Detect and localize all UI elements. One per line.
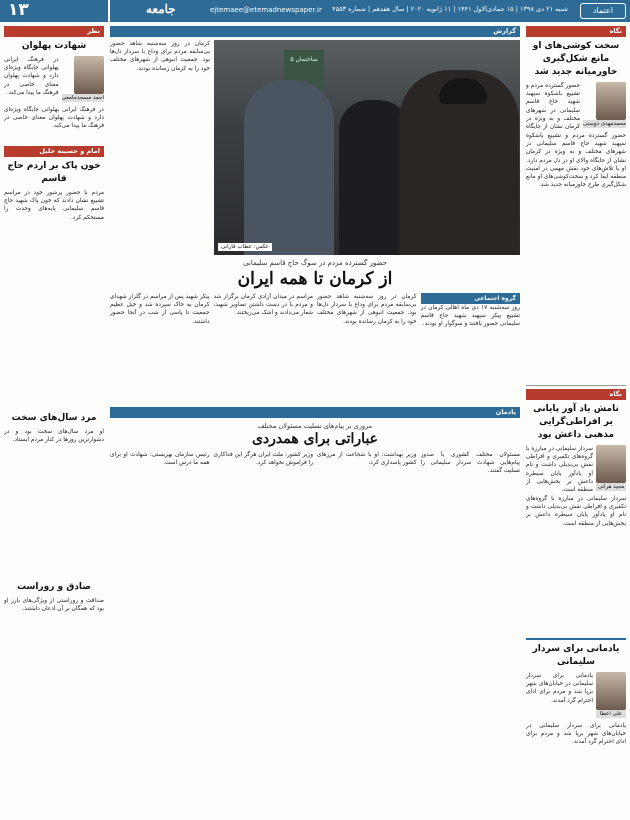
section-email: ejtemaee@etemadnewspaper.ir [210, 6, 322, 14]
right-author-box-1 [526, 82, 626, 130]
sub-col-3: وزیر کشور: ملت ایران هرگز این فداکاری را فراموش نخواهد کرد. [213, 452, 313, 467]
side-article [110, 40, 210, 255]
sub-col-1: مسئولان مختلف کشوری با صدور پیام‌هایی شهادت سردار سلیمانی را تسلیت گفتند. [420, 452, 520, 475]
body-col-2: مراسم در میدان آزادی کرمان برگزار شد و مردم با در دست داشتن تصاویر شهید، شعار می‌دادند و اشک می‌ریختند. [213, 294, 313, 317]
side-box-title: گروه اجتماعی [421, 293, 521, 304]
left-title-1: شهادت پهلوان [21, 41, 87, 51]
right-text-1: حضور گسترده مردم و تشییع باشکوه سپهبد شهید حاج قاسم سلیمانی در شهرهای مختلف و به ویژه در کرمان نشان از جایگاه والای او در دل مردم دارد. او با تلاش‌های خود نقش مهمی در امنیت منطقه ایفا کرد و سخت‌کوشی‌های او مانع شکل‌گیری طرح خاورمیانه جدید شد. [526, 133, 626, 189]
mourner-figure [244, 80, 334, 255]
author-photo [596, 445, 626, 491]
author-name: احمد مسجدجامعی [61, 95, 104, 101]
middle-column [110, 26, 520, 816]
main-headline: از کرمان تا همه ایران [237, 269, 393, 289]
author-photo [583, 82, 626, 128]
left-text-1a: در فرهنگ ایرانی پهلوانی جایگاه ویژه‌ای دارد و شهادت پهلوان معنای خاصی در فرهنگ ما پیدا می‌کند. [4, 57, 59, 96]
sub-headline: عباراتی برای همدردی [251, 431, 379, 447]
main-photo [214, 40, 520, 255]
right-text-1a: حضور گسترده مردم و تشییع باشکوه سپهبد شهید حاج قاسم سلیمانی در شهرهای مختلف و به ویژه در کرمان نشان از جایگاه [526, 83, 581, 130]
sub-body [110, 451, 520, 801]
divider [526, 638, 626, 640]
author-face [74, 56, 104, 94]
sub-col-2: وزیر بهداشت: او با شجاعت از مرزهای کشور پاسداری کرد. [317, 452, 417, 467]
building-sign: ساختمان ۵ [284, 50, 324, 105]
sub-tag: یادمان [110, 407, 520, 418]
side-box [421, 293, 521, 403]
right-text-3a: یادمانی برای سردار سلیمانی در خیابان‌های شهر برپا شد و مردم برای ادای احترام گرد آمدند. [526, 673, 593, 704]
right-title-3: یادمانی برای سردار سلیمانی [532, 644, 620, 667]
right-column [526, 26, 626, 816]
photo-caption: عکس: عطاب قارانی [218, 243, 272, 251]
left-text-2: مردم با حضور پرشور خود در مراسم تشییع نشان دادند که خون پاک شهید حاج قاسم سلیمانی پایه‌های وحدت را مستحکم کرد. [4, 190, 104, 221]
issue-info: شنبه ۲۱ دی ۱۳۹۸ | ۱۵ جمادی‌الاول ۱۴۴۱ | ۱۱ ژانویه ۲۰۲۰ | سال هفدهم | شماره ۴۵۵۳ [332, 5, 568, 13]
author-face [596, 445, 626, 483]
author-name: مجید هراتی [597, 484, 625, 490]
side-text: کرمان در روز سه‌شنبه شاهد حضور بی‌سابقه مردم برای وداع با سردار دل‌ها بود. جمعیت انبوهی از شهرهای مختلف خود را به کرمان رسانده بودند. [110, 41, 210, 72]
author-name: محمدمهدی دوستی [583, 121, 626, 127]
left-author-box [4, 56, 104, 104]
right-author-box-2 [526, 445, 626, 493]
right-tag-2: نگاه [526, 389, 626, 400]
right-text-2: سردار سلیمانی در مبارزه با گروه‌های تکفیری و افراطی نقش بی‌بدیلی داشت و نام او یادآور پایان سیطره داعش بر بخش‌هایی از منطقه است. [526, 496, 626, 527]
right-title-2: نامش یاد آور پایانی بر افراطی‌گرایی مذهبی داعش بود [533, 404, 619, 440]
header-divider [108, 0, 110, 22]
author-name: علی اعطا [596, 710, 626, 718]
left-text-4: صداقت و روراستی از ویژگی‌های بارز او بود که همگان بر آن اذعان داشتند. [4, 598, 104, 613]
right-tag-1: نگاه [526, 26, 626, 37]
left-text-3: او مرد سال‌های سخت بود و در دشوارترین روزها در کنار مردم ایستاد. [4, 429, 104, 444]
left-title-3: مرد سال‌های سخت [11, 413, 97, 423]
author-photo [62, 56, 104, 102]
report-tag: گزارش [110, 26, 520, 37]
sub-kicker: مروری بر پیام‌های تسلیت مسئولان مختلف [257, 422, 373, 430]
section-title: جامعه [146, 2, 176, 16]
left-tag-2: امام و حسینه خلیل [4, 146, 104, 157]
left-title-4: صادق و روراست [16, 582, 92, 592]
left-text-1: در فرهنگ ایرانی پهلوانی جایگاه ویژه‌ای دارد و شهادت پهلوان معنای خاصی در فرهنگ ما پیدا می‌کند. [4, 107, 104, 130]
side-box-text: روز سه‌شنبه ۱۷ دی ماه اهالی کرمان در تشییع پیکر سپهبد شهید حاج قاسم سلیمانی حضور یافتند و سوگوار او بودند. [420, 305, 520, 328]
divider [526, 385, 626, 386]
left-tag-1: نظر [4, 26, 104, 37]
author-face [596, 82, 626, 120]
page-header [0, 0, 630, 22]
right-title-1: سخت کوشی‌های او مانع شکل‌گیری خاورمیانه جدید شد [532, 41, 620, 77]
newspaper-logo: اعتماد [580, 3, 626, 19]
right-text-2a: سردار سلیمانی در مبارزه با گروه‌های تکفیری و افراطی نقش بی‌بدیلی داشت و نام او یادآور پایان سیطره داعش بر بخش‌هایی از منطقه است. [526, 446, 593, 493]
body-col-3: پیکر شهید پس از مراسم در گلزار شهدای کرمان به خاک سپرده شد و خیل عظیم جمعیت تا پاسی از شب در آنجا حضور داشتند. [110, 294, 210, 325]
left-column [4, 26, 104, 816]
author-photo [596, 672, 626, 718]
body-col-1: کرمان در روز سه‌شنبه شاهد حضور بی‌سابقه مردم برای وداع با سردار دل‌ها بود. جمعیت انبوهی از شهرهای مختلف خود را به کرمان رسانده بودند. [317, 294, 417, 325]
main-body [110, 293, 520, 403]
photo-row [110, 40, 520, 255]
right-text-3: یادمانی برای سردار سلیمانی در خیابان‌های شهر برپا شد و مردم برای ادای احترام گرد آمدند. [526, 723, 626, 746]
left-title-2: خون پاک بر اردم حاج قاسم [7, 161, 101, 184]
main-kicker: حضور گسترده مردم در سوگ حاج قاسم سلیمانی [243, 259, 387, 267]
sub-col-4: رئیس سازمان بهزیستی: شهادت او برای همه ما درس است. [110, 452, 210, 467]
author-face [596, 672, 626, 710]
right-author-box-3 [526, 672, 626, 720]
page-number: ۱۳ [8, 0, 29, 20]
